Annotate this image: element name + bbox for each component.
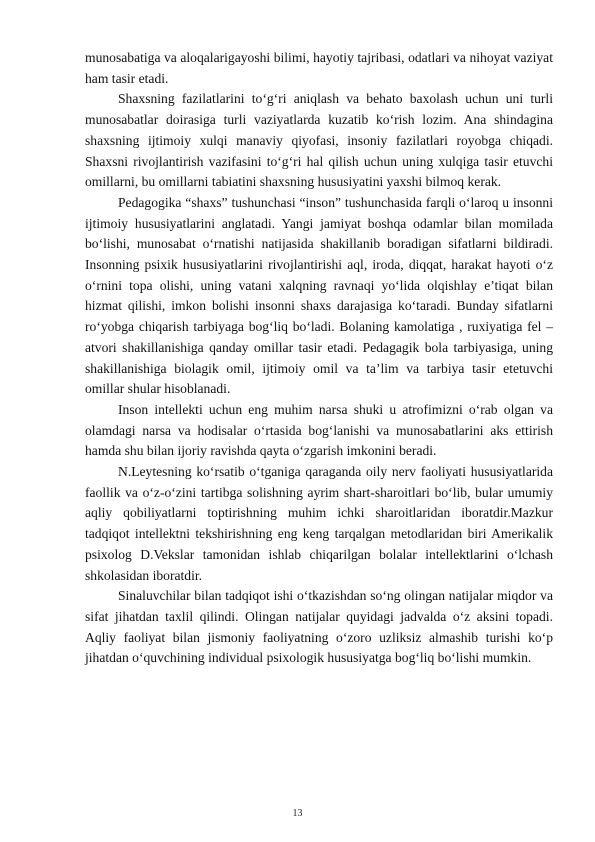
page-number: 13	[292, 808, 303, 819]
document-page	[85, 48, 553, 669]
paragraph-inson-intellekti: Inson intellekti uchun eng muhim narsa shuki u atrofimizni o‘rab olgan va olamdagi narsa va hodisalar o‘rtasida bog‘lanishi va munosabatlarini aks ettirish hamda shu bilan ijoriy ravishda qayta o‘zgarish imkonini beradi.	[85, 401, 553, 459]
paragraph-natijalar: Sinaluvchilar bilan tadqiqot ishi o‘tkazishdan so‘ng olingan natijalar miqdor va sifat jihatdan taxlil qilindi. Olingan natijalar quyidagi jadvalda o‘z aksini topadi. Aqliy faoliyat bilan jismoniy faoliyatning o‘zoro uzliksiz almashib turishi ko‘p jihatdan o‘quvchining individual psixologik hususiyatga bog‘liq bo‘lishi mumkin.	[85, 588, 553, 666]
paragraph-continuation: munosabatiga va aloqalarigayoshi bilimi, hayotiy tajribasi, odatlari va nihoyat vaziyat ham tasir etadi.	[85, 50, 553, 86]
paragraph-leytes-tadqiqot: N.Leytesning ko‘rsatib o‘tganiga qaraganda oily nerv faoliyati hususiyatlarida faollik va o‘z-o‘zini tartibga solishning ayrim shart-sharoitlari bo‘lib, bular umumiy aqliy qobiliyatlarni toptirishning muhim ichki sharoitlaridan iboratdir.Mazkur tadqiqot intellektni tekshirishning eng keng tarqalgan metodlaridan biri Amerikalik psixolog D.Vekslar tamonidan ishlab chiqarilgan bolalar intellektlarini o‘lchash shkolasidan iboratdir.	[85, 464, 553, 583]
paragraph-pedagogika-shaxs: Pedagogika “shaxs” tushunchasi “inson” tushunchasida farqli o‘laroq u insonni ijtimoiy hususiyatlarini anglatadi. Yangi jamiyat boshqa odamlar bilan momilada bo‘lishi, munosabat o‘rnatishi natijasida shakillanib boradigan sifatlarni bildiradi. Insonning psixik hususiyatlarini rivojlantirishi aql, iroda, diqqat, harakat hayoti o‘z o‘rnini topa olishi, uning vatani xalqning ravnaqi yo‘lida olqishlay e’tiqat bilan hizmat qilishi, imkon bolishi insonni shaxs darajasiga ko‘taradi. Bunday sifatlarni ro‘yobga chiqarish tarbiyaga bog‘liq bo‘ladi. Bolaning kamolatiga , ruxiyatiga fel –atvori shakillanishiga qanday omillar tasir etadi. Pedagagik bola tarbiyasiga, uning shakillanishiga biolagik omil, ijtimoiy omil va ta’lim va tarbiya tasir etetuvchi omillar shular hisoblanadi.	[85, 194, 553, 397]
paragraph-shaxs-fazilatlari: Shaxsning fazilatlarini to‘g‘ri aniqlash va behato baxolash uchun uni turli munosabatlar doirasiga turli vaziyatlarda kuzatib ko‘rish lozim. Ana shindagina shaxsning ijtimoiy xulqi manaviy qiyofasi, insoniy fazilatlari royobga chiqadi. Shaxsni rivojlantirish vazifasini to‘g‘ri hal qilish uchun uning xulqiga tasir etuvchi omillarni, bu omillarni tabiatini shaxsning hususiyatini yaxshi bilmoq kerak.	[85, 91, 553, 190]
